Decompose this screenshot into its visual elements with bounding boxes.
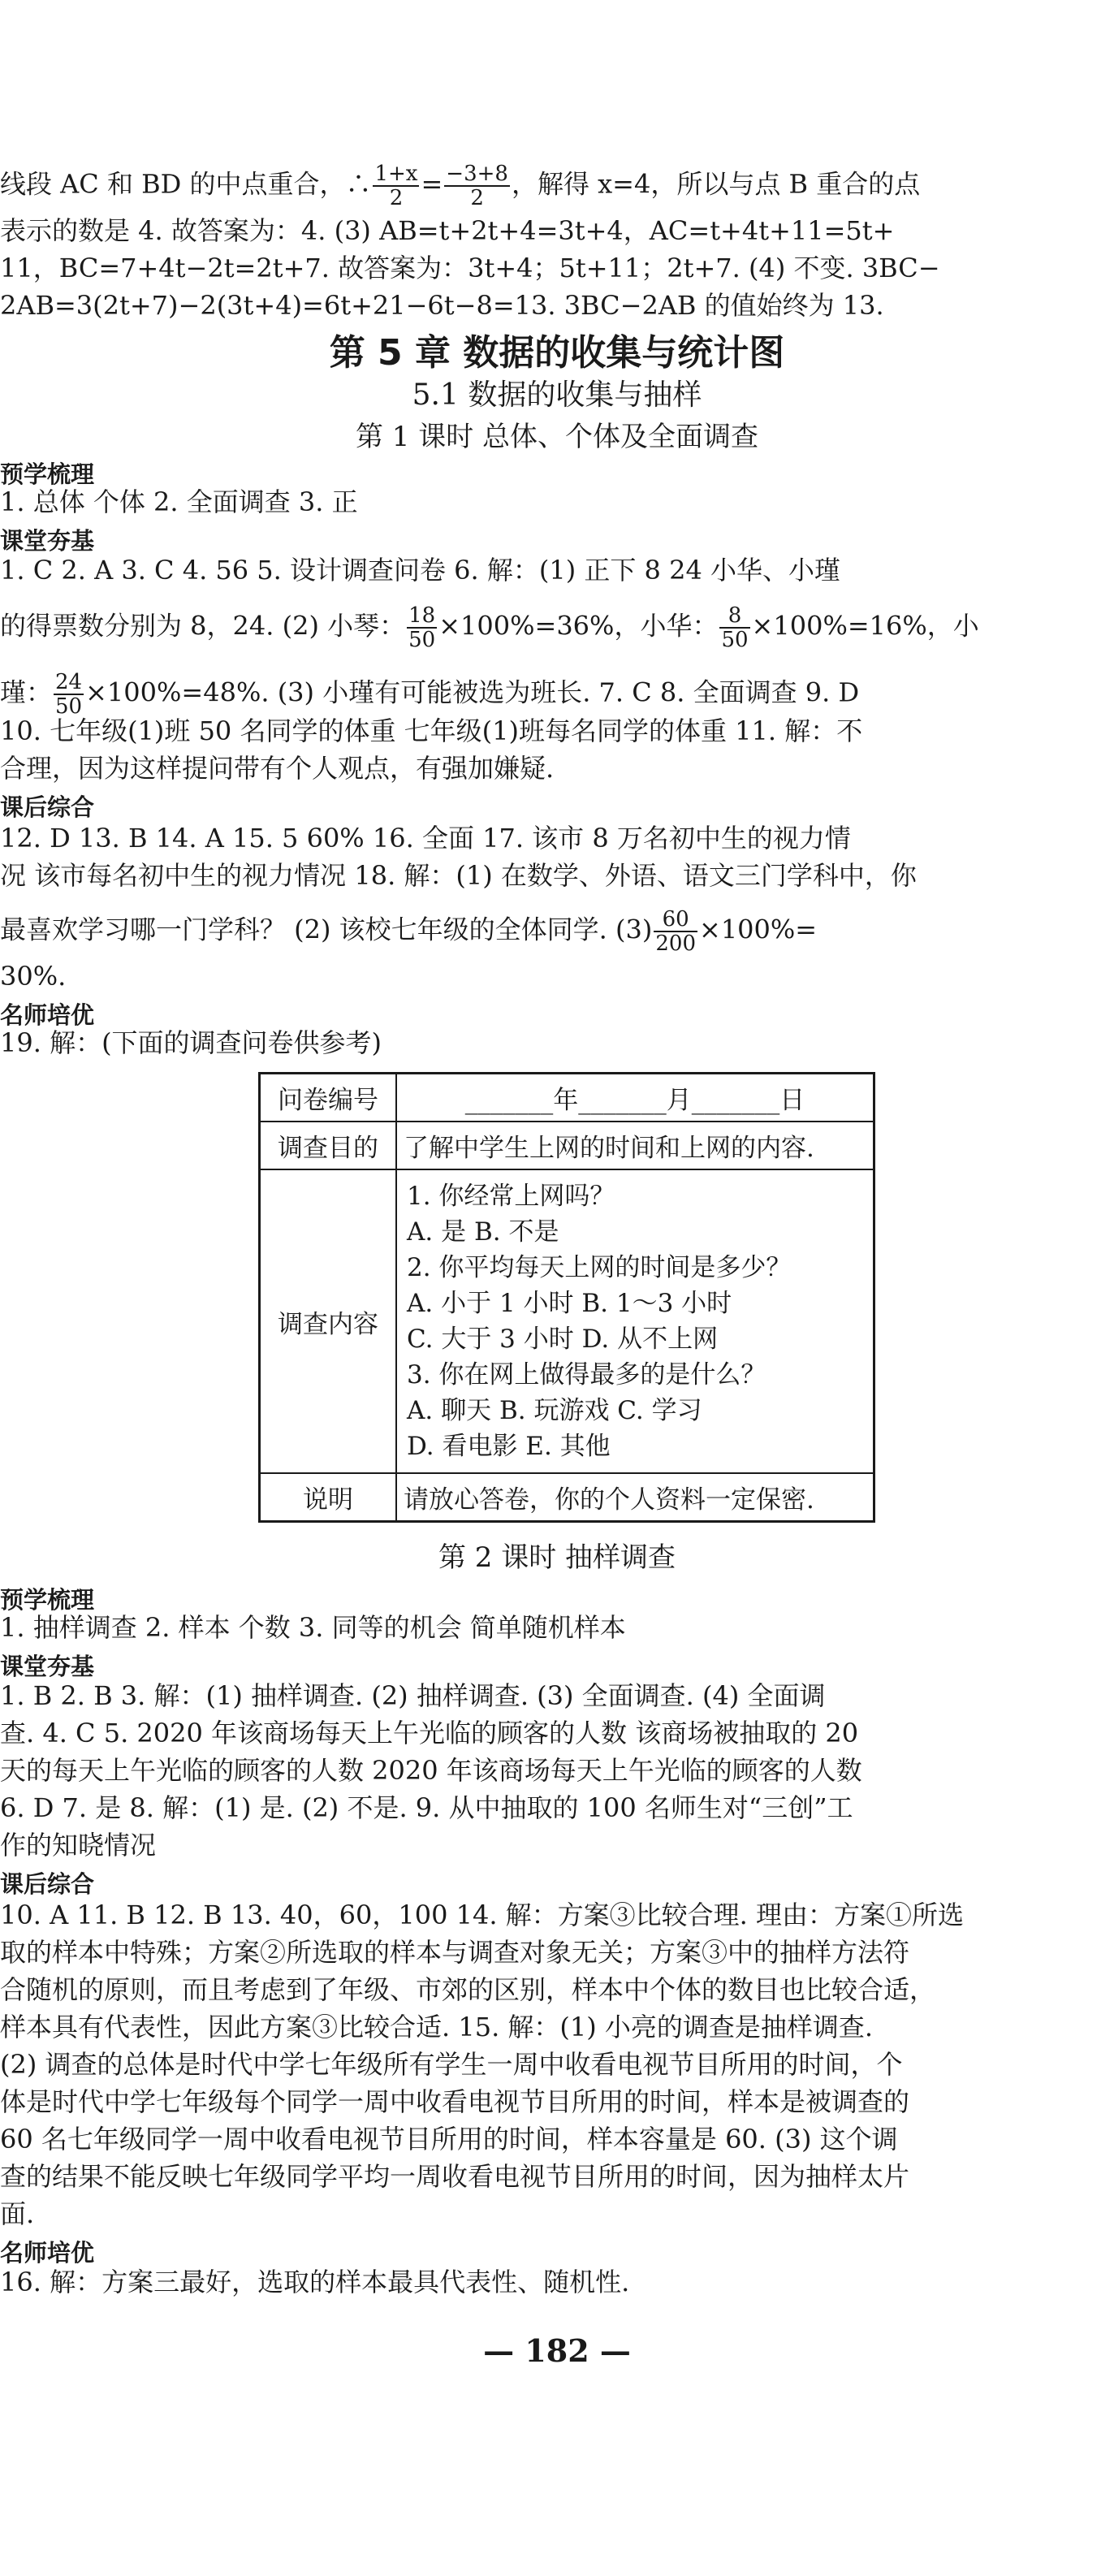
- fraction: [444, 162, 510, 210]
- text-segment: ×100%=48%. (3) 小瑾有可能被选为班长. 7. C 8. 全面调查 9. D: [85, 676, 860, 708]
- text-line: 1. B 2. B 3. 解：(1) 抽样调查. (2) 抽样调查. (3) 全面调查. (4) 全面调: [0, 1680, 826, 1711]
- equals-sign: =: [421, 168, 443, 200]
- fraction-numerator: 60: [654, 908, 697, 932]
- table-row: [260, 1122, 874, 1169]
- chapter-title: 第 5 章 数据的收集与统计图: [329, 332, 785, 374]
- text-line: 6. D 7. 是 8. 解：(1) 是. (2) 不是. 9. 从中抽取的 100 名师生对“三创”工: [0, 1792, 853, 1823]
- fraction-denominator: 2: [389, 186, 404, 210]
- fraction: [654, 908, 697, 955]
- text-line: 16. 解：方案三最好，选取的样本最具代表性、随机性.: [0, 2267, 630, 2297]
- table-cell-label: 调查内容: [260, 1169, 397, 1473]
- text-line: 查的结果不能反映七年级同学平均一周收看电视节目所用的时间，因为抽样太片: [0, 2161, 910, 2192]
- question-line: A. 是 B. 不是: [407, 1217, 559, 1247]
- question-line: 3. 你在网上做得最多的是什么？: [407, 1360, 766, 1390]
- text-line: 面.: [0, 2198, 35, 2229]
- text-segment: ，解得 x=4，所以与点 B 重合的点: [511, 168, 921, 200]
- fraction: [54, 671, 84, 718]
- text-line: (2) 调查的总体是时代中学七年级所有学生一周中收看电视节目所用的时间，个: [0, 2049, 903, 2080]
- question-line: A. 聊天 B. 玩游戏 C. 学习: [407, 1396, 702, 1425]
- table-cell-label: 问卷编号: [260, 1074, 397, 1122]
- fraction-numerator: 1+x: [374, 162, 418, 186]
- text-line: 10. A 11. B 12. B 13. 40，60，100 14. 解：方案③比较合理. 理由：方案①所选: [0, 1900, 965, 1930]
- text-segment: ×100%=16%，小: [751, 610, 979, 642]
- survey-questionnaire-table: [258, 1072, 875, 1523]
- question-line: C. 大于 3 小时 D. 从不上网: [407, 1325, 719, 1354]
- fraction-numerator: 8: [719, 604, 749, 629]
- text-line: 样本具有代表性，因此方案③比较合适. 15. 解：(1) 小亮的调查是抽样调查.: [0, 2012, 874, 2042]
- text-line: 况 该市每名初中生的视力情况 18. 解：(1) 在数学、外语、语文三门学科中，你: [0, 860, 917, 891]
- table-row: [260, 1169, 874, 1473]
- section-label-ketang: 课堂夯基: [0, 527, 95, 555]
- fraction-numerator: −3+8: [446, 162, 508, 186]
- table-cell-label: 调查目的: [260, 1122, 397, 1169]
- table-cell-date: _______年_______月_______日: [396, 1074, 874, 1122]
- fraction-numerator: 24: [55, 670, 83, 694]
- text-line: [0, 604, 979, 651]
- text-line: [0, 908, 817, 955]
- fraction-denominator: 50: [721, 628, 749, 652]
- table-cell-label: 说明: [260, 1473, 397, 1522]
- text-line: 表示的数是 4. 故答案为：4. (3) AB=t+2t+4=3t+4，AC=t+4t+11=5t+: [0, 215, 895, 246]
- question-line: 2. 你平均每天上网的时间是多少？: [407, 1253, 792, 1282]
- text-line: 取的样本中特殊；方案②所选取的样本与调查对象无关；方案③中的抽样方法符: [0, 1937, 910, 1968]
- text-line: 11，BC=7+4t−2t=2t+7. 故答案为：3t+4；5t+11；2t+7. (4) 不变. 3BC−: [0, 253, 940, 283]
- text-line: 1. 总体 个体 2. 全面调查 3. 正: [0, 486, 358, 517]
- table-cell-questions: [396, 1169, 874, 1473]
- fraction-denominator: 50: [55, 694, 83, 719]
- text-segment: ×100%=: [699, 914, 818, 945]
- table-row: [260, 1074, 874, 1122]
- text-line: 合随机的原则，而且考虑到了年级、市郊的区别，样本中个体的数目也比较合适，: [0, 1974, 936, 2005]
- text-line: 作的知晓情况: [0, 1830, 157, 1861]
- fraction-denominator: 2: [470, 186, 484, 210]
- fraction-denominator: 50: [408, 628, 436, 652]
- text-segment: 瑾：: [0, 676, 53, 708]
- section-label-mingshi: 名师培优: [0, 1001, 95, 1029]
- text-line: 30%.: [0, 961, 67, 992]
- table-cell-note: 请放心答卷，你的个人资料一定保密.: [396, 1473, 874, 1522]
- question-line: A. 小于 1 小时 B. 1～3 小时: [407, 1289, 732, 1318]
- text-segment: 线段 AC 和 BD 的中点重合，∴: [0, 168, 372, 200]
- section-label-kehou: 课后综合: [0, 793, 95, 821]
- text-line: 60 名七年级同学一周中收看电视节目所用的时间，样本容量是 60. (3) 这个调: [0, 2124, 898, 2155]
- lesson-title: 第 1 课时 总体、个体及全面调查: [355, 421, 759, 453]
- section-label-yuxue: 预学梳理: [0, 460, 95, 488]
- text-segment: ×100%=36%，小华：: [438, 610, 719, 642]
- table-cell-purpose: 了解中学生上网的时间和上网的内容.: [396, 1122, 874, 1169]
- fraction: [373, 162, 419, 210]
- fraction-numerator: 18: [408, 603, 436, 628]
- page-number: — 182 —: [483, 2332, 631, 2369]
- text-segment: 最喜欢学习哪一门学科？ (2) 该校七年级的全体同学. (3): [0, 914, 653, 945]
- fraction: [719, 604, 749, 651]
- question-line: 1. 你经常上网吗？: [407, 1182, 615, 1211]
- text-line: 查. 4. C 5. 2020 年该商场每天上午光临的顾客的人数 该商场被抽取的 20: [0, 1718, 859, 1748]
- text-line: 1. 抽样调查 2. 样本 个数 3. 同等的机会 简单随机样本: [0, 1612, 626, 1643]
- fraction-denominator: 200: [655, 931, 696, 956]
- section-label-ketang: 课堂夯基: [0, 1653, 95, 1680]
- text-line: [0, 162, 920, 210]
- text-line: 体是时代中学七年级每个同学一周中收看电视节目所用的时间，样本是被调查的: [0, 2086, 910, 2117]
- text-line: 2AB=3(2t+7)−2(3t+4)=6t+21−6t−8=13. 3BC−2AB 的值始终为 13.: [0, 290, 884, 321]
- section-label-kehou: 课后综合: [0, 1870, 95, 1898]
- lesson-title: 第 2 课时 抽样调查: [438, 1541, 676, 1574]
- table-row: [260, 1473, 874, 1522]
- text-line: 10. 七年级(1)班 50 名同学的体重 七年级(1)班每名同学的体重 11. 解：不: [0, 715, 863, 746]
- text-line: 12. D 13. B 14. A 15. 5 60% 16. 全面 17. 该市 8 万名初中生的视力情: [0, 823, 851, 854]
- text-line: 天的每天上午光临的顾客的人数 2020 年该商场每天上午光临的顾客的人数: [0, 1755, 862, 1786]
- section-label-yuxue: 预学梳理: [0, 1586, 95, 1614]
- section-title: 5.1 数据的收集与抽样: [412, 378, 702, 412]
- section-label-mingshi: 名师培优: [0, 2239, 95, 2267]
- text-line: 合理，因为这样提问带有个人观点，有强加嫌疑.: [0, 753, 555, 784]
- question-line: D. 看电影 E. 其他: [407, 1432, 611, 1461]
- text-line: [0, 671, 859, 718]
- text-segment: 的得票数分别为 8，24. (2) 小琴：: [0, 610, 406, 642]
- text-line: 19. 解：(下面的调查问卷供参考): [0, 1027, 382, 1058]
- text-line: 1. C 2. A 3. C 4. 56 5. 设计调查问卷 6. 解：(1) 正下 8 24 小华、小瑾: [0, 555, 840, 586]
- fraction: [407, 604, 437, 651]
